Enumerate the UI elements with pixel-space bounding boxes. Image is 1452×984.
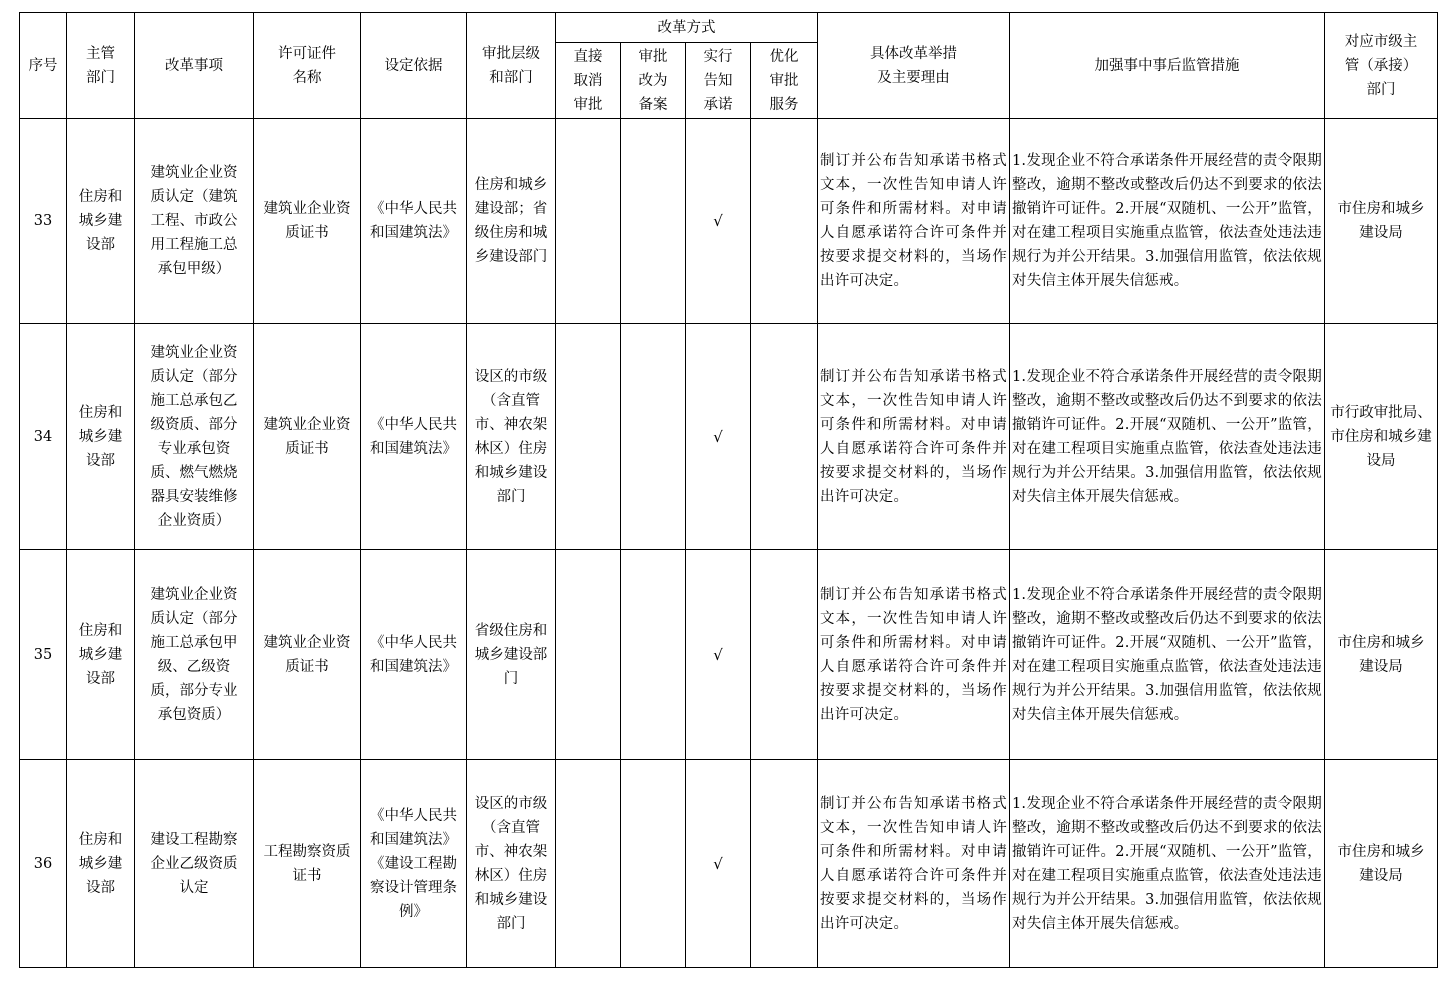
header-item: 改革事项 (135, 13, 254, 119)
row-method-optimize (751, 550, 818, 760)
row-measures: 制订并公布告知承诺书格式文本，一次性告知申请人许可条件和所需材料。对申请人自愿承诺符合许可条件并按要求提交材料的，当场作出许可决定。 (818, 324, 1010, 550)
header-dept-text: 主管部门 (85, 45, 115, 86)
row-supervision: 1.发现企业不符合承诺条件开展经营的责令限期整改，逾期不整改或整改后仍达不到要求的依法撤销许可证件。2.开展“双随机、一公开”监管，对在建工程项目实施重点监管，依法查处违法违规行为并公开结果。3.加强信用监管，依法依规对失信主体开展失信惩戒。 (1010, 760, 1325, 968)
row-supervision: 1.发现企业不符合承诺条件开展经营的责令限期整改，逾期不整改或整改后仍达不到要求的依法撤销许可证件。2.开展“双随机、一公开”监管，对在建工程项目实施重点监管，依法查处违法违规行为并公开结果。3.加强信用监管，依法依规对失信主体开展失信惩戒。 (1010, 119, 1325, 324)
row-city-dept-text: 市行政审批局、市住房和城乡建设局 (1330, 404, 1432, 469)
row-level-text: 设区的市级（含直管市、神农架林区）住房和城乡建设部门 (474, 368, 548, 505)
row-dept-text: 住房和城乡建设部 (78, 189, 123, 253)
row-level-text: 住房和城乡建设部；省级住房和城乡建设部门 (474, 177, 548, 265)
row-method-record (621, 760, 686, 968)
row-level (467, 550, 556, 760)
row-seq: 33 (20, 119, 67, 324)
row-method-notify: √ (686, 324, 751, 550)
row-method-cancel (556, 119, 621, 324)
row-dept (67, 760, 135, 968)
header-city-dept (1325, 13, 1438, 119)
row-city-dept (1325, 119, 1438, 324)
row-item (135, 119, 254, 324)
row-method-optimize (751, 760, 818, 968)
row-city-dept (1325, 760, 1438, 968)
header-dept (67, 13, 135, 119)
row-basis (361, 550, 467, 760)
header-method-optimize (751, 43, 818, 119)
row-method-notify: √ (686, 760, 751, 968)
header-method-notify-text: 实行告知承诺 (703, 48, 733, 113)
row-method-cancel (556, 760, 621, 968)
row-city-dept-text: 市住房和城乡建设局 (1337, 634, 1425, 675)
row-dept-text: 住房和城乡建设部 (78, 404, 123, 469)
row-license (254, 324, 361, 550)
row-level (467, 760, 556, 968)
header-method-group: 改革方式 (556, 13, 818, 43)
row-basis (361, 324, 467, 550)
row-city-dept-text: 市住房和城乡建设局 (1337, 843, 1425, 884)
row-license (254, 550, 361, 760)
header-level (467, 13, 556, 119)
header-measures (818, 13, 1010, 119)
row-supervision: 1.发现企业不符合承诺条件开展经营的责令限期整改，逾期不整改或整改后仍达不到要求的依法撤销许可证件。2.开展“双随机、一公开”监管，对在建工程项目实施重点监管，依法查处违法违规行为并公开结果。3.加强信用监管，依法依规对失信主体开展失信惩戒。 (1010, 550, 1325, 760)
table-row (20, 550, 1438, 760)
header-measures-text: 具体改革举措及主要理由 (870, 45, 957, 86)
row-measures: 制订并公布告知承诺书格式文本，一次性告知申请人许可条件和所需材料。对申请人自愿承诺符合许可条件并按要求提交材料的，当场作出许可决定。 (818, 550, 1010, 760)
row-basis-text: 《中华人民共和国建筑法》 (370, 634, 457, 675)
row-method-cancel (556, 324, 621, 550)
row-city-dept (1325, 550, 1438, 760)
row-seq: 34 (20, 324, 67, 550)
row-method-optimize (751, 324, 818, 550)
row-method-record (621, 119, 686, 324)
row-city-dept (1325, 324, 1438, 550)
header-basis: 设定依据 (361, 13, 467, 119)
row-license-text: 建筑业企业资质证书 (263, 634, 351, 675)
row-item (135, 550, 254, 760)
row-dept (67, 119, 135, 324)
row-item-text: 建设工程勘察企业乙级资质认定 (150, 831, 238, 896)
row-license (254, 760, 361, 968)
row-license-text: 建筑业企业资质证书 (263, 416, 351, 457)
row-city-dept-text: 市住房和城乡建设局 (1337, 201, 1425, 241)
row-seq: 35 (20, 550, 67, 760)
row-method-record (621, 550, 686, 760)
header-city-dept-text: 对应市级主管（承接）部门 (1344, 33, 1418, 98)
row-basis-text: 《中华人民共和国建筑法》 (370, 416, 457, 457)
row-seq: 36 (20, 760, 67, 968)
table-row (20, 119, 1438, 324)
header-method-record (621, 43, 686, 119)
row-dept (67, 550, 135, 760)
row-measures: 制订并公布告知承诺书格式文本，一次性告知申请人许可条件和所需材料。对申请人自愿承诺符合许可条件并按要求提交材料的，当场作出许可决定。 (818, 119, 1010, 324)
header-supervision: 加强事中事后监管措施 (1010, 13, 1325, 119)
header-method-cancel (556, 43, 621, 119)
row-supervision: 1.发现企业不符合承诺条件开展经营的责令限期整改，逾期不整改或整改后仍达不到要求的依法撤销许可证件。2.开展“双随机、一公开”监管，对在建工程项目实施重点监管，依法查处违法违规行为并公开结果。3.加强信用监管，依法依规对失信主体开展失信惩戒。 (1010, 324, 1325, 550)
row-basis-text: 《中华人民共和国建筑法》 (370, 201, 457, 241)
row-level-text: 设区的市级（含直管市、神农架林区）住房和城乡建设部门 (474, 795, 548, 932)
row-basis-text: 《中华人民共和国建筑法》《建设工程勘察设计管理条例》 (369, 807, 457, 920)
table-row (20, 760, 1438, 968)
row-license (254, 119, 361, 324)
row-dept-text: 住房和城乡建设部 (78, 831, 123, 896)
row-method-record (621, 324, 686, 550)
row-method-optimize (751, 119, 818, 324)
reform-items-table (19, 12, 1438, 968)
row-basis (361, 760, 467, 968)
row-level-text: 省级住房和城乡建设部门 (474, 622, 548, 687)
row-level (467, 324, 556, 550)
header-method-cancel-text: 直接取消审批 (573, 48, 603, 113)
row-item-text: 建筑业企业资质认定（部分施工总承包乙级资质、部分专业承包资质、燃气燃烧器具安装维修企业资质） (150, 344, 238, 529)
header-level-text: 审批层级和部门 (482, 45, 540, 86)
row-method-notify: √ (686, 119, 751, 324)
header-row-top (20, 13, 1438, 43)
row-dept-text: 住房和城乡建设部 (78, 622, 123, 687)
header-method-optimize-text: 优化审批服务 (769, 48, 799, 113)
row-license-text: 工程勘察资质证书 (263, 843, 351, 884)
header-method-notify (686, 43, 751, 119)
header-seq: 序号 (20, 13, 67, 119)
header-license-text: 许可证件名称 (278, 45, 336, 86)
row-measures: 制订并公布告知承诺书格式文本，一次性告知申请人许可条件和所需材料。对申请人自愿承诺符合许可条件并按要求提交材料的，当场作出许可决定。 (818, 760, 1010, 968)
header-license (254, 13, 361, 119)
row-item-text: 建筑业企业资质认定（建筑工程、市政公用工程施工总承包甲级） (150, 165, 238, 277)
row-method-cancel (556, 550, 621, 760)
row-dept (67, 324, 135, 550)
table-row (20, 324, 1438, 550)
row-item-text: 建筑业企业资质认定（部分施工总承包甲级、乙级资质，部分专业承包资质） (150, 586, 238, 723)
header-method-record-text: 审批改为备案 (638, 48, 668, 113)
row-license-text: 建筑业企业资质证书 (263, 201, 351, 241)
row-item (135, 324, 254, 550)
row-method-notify: √ (686, 550, 751, 760)
row-level (467, 119, 556, 324)
row-item (135, 760, 254, 968)
row-basis (361, 119, 467, 324)
